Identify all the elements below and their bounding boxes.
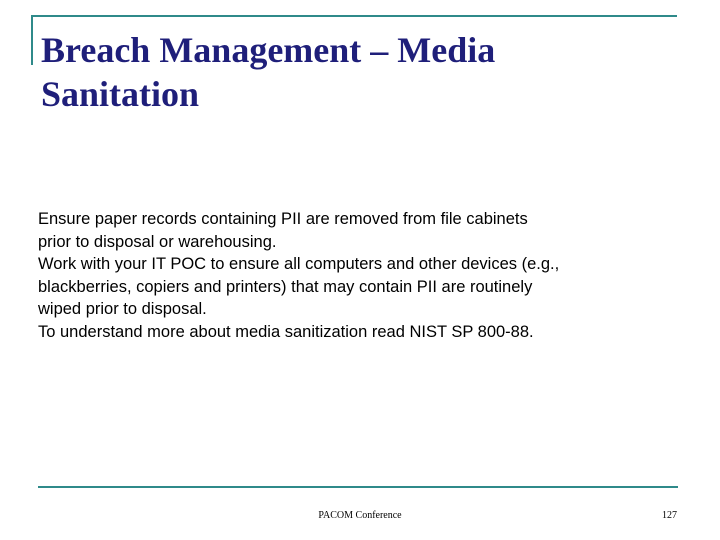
footer-text: PACOM Conference <box>318 510 402 521</box>
top-rule <box>31 15 677 17</box>
body-line-5: wiped prior to disposal. <box>38 300 207 318</box>
body-line-3: Work with your IT POC to ensure all computers and other devices (e.g., <box>38 255 560 273</box>
body-line-4: blackberries, copiers and printers) that may contain PII are routinely <box>38 277 533 296</box>
left-rule <box>31 15 33 65</box>
slide-title <box>41 28 661 116</box>
body-line-2: prior to disposal or warehousing. <box>38 232 277 251</box>
title-line-1: Breach Management – Media <box>41 30 496 70</box>
slide-body <box>38 208 698 343</box>
title-line-2: Sanitation <box>41 74 200 114</box>
body-line-6: To understand more about media sanitization read NIST SP 800-88. <box>38 322 534 341</box>
body-line-1: Ensure paper records containing PII are removed from file cabinets <box>38 210 528 228</box>
page-number: 127 <box>662 510 677 521</box>
footer-rule <box>38 486 678 488</box>
